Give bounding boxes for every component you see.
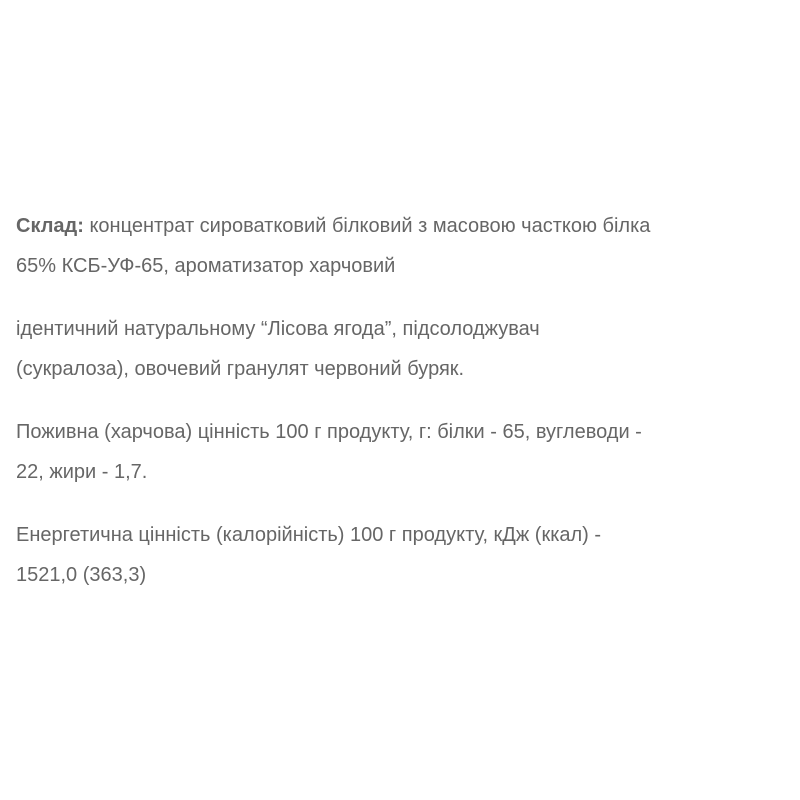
flavor-line-1: ідентичний натуральному “Лісова ягода”, підсолоджувач xyxy=(16,318,540,340)
nutrition-paragraph xyxy=(16,412,786,492)
composition-line-2: 65% КСБ-УФ-65, ароматизатор харчовий xyxy=(16,255,396,277)
energy-paragraph xyxy=(16,515,786,595)
flavor-line-2: (сукралоза), овочевий гранулят червоний буряк. xyxy=(16,358,465,380)
flavor-paragraph xyxy=(16,309,786,389)
composition-label: Склад: xyxy=(16,215,84,237)
energy-line-2: 1521,0 (363,3) xyxy=(16,564,147,586)
composition-text-1: концентрат сироватковий білковий з масовою часткою білка xyxy=(83,215,651,237)
product-description xyxy=(16,206,786,618)
composition-paragraph xyxy=(16,206,786,286)
nutrition-line-2: 22, жири - 1,7. xyxy=(16,461,148,483)
nutrition-line-1: Поживна (харчова) цінність 100 г продукту, г: білки - 65, вуглеводи - xyxy=(16,421,642,443)
energy-line-1: Енергетична цінність (калорійність) 100 г продукту, кДж (ккал) - xyxy=(16,524,602,546)
composition-line-1 xyxy=(16,206,786,246)
